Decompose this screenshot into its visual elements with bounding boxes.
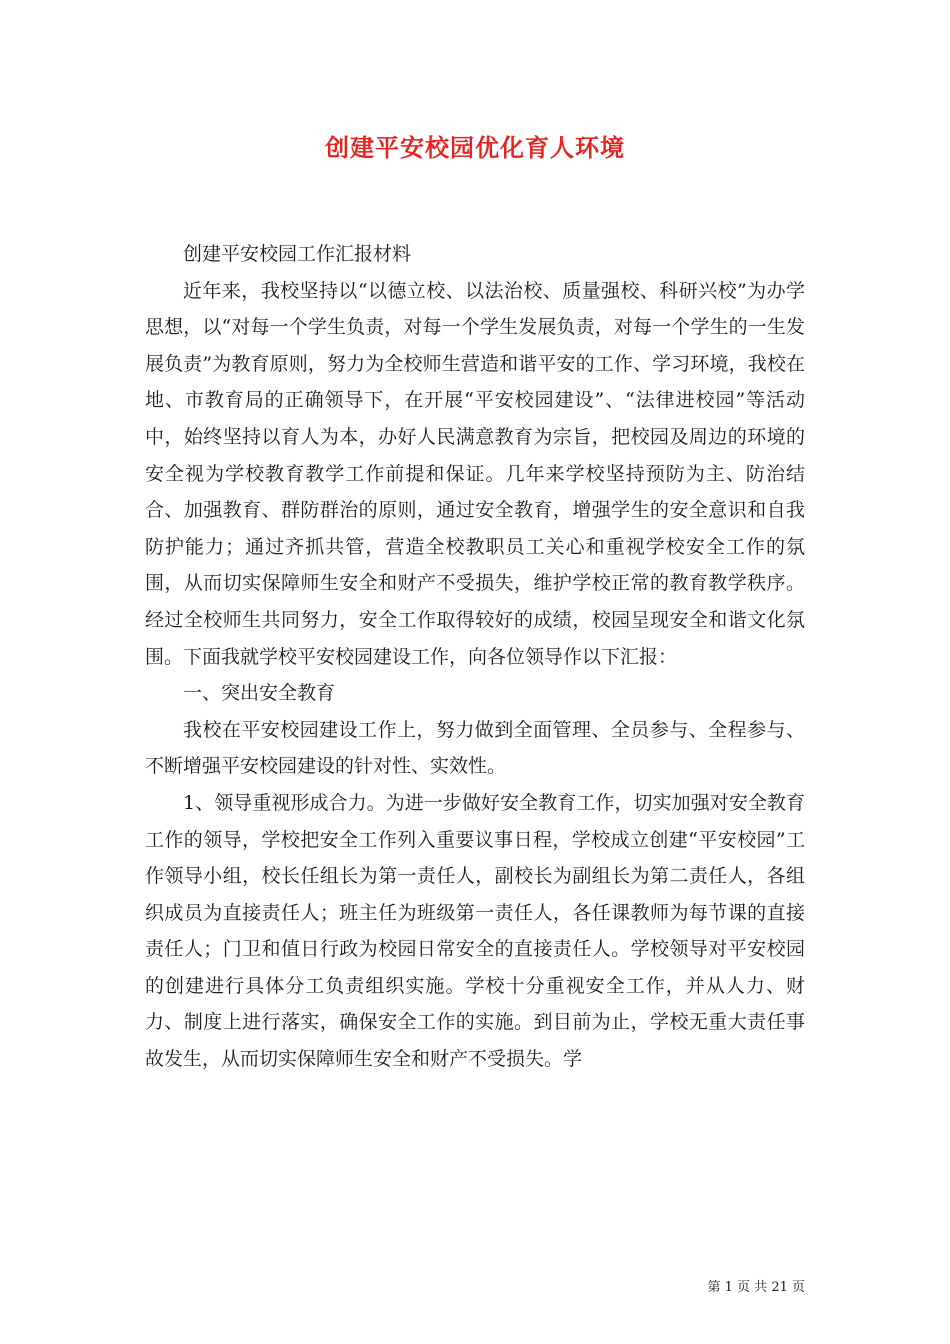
paragraph-item-1: 1、领导重视形成合力。为进一步做好安全教育工作，切实加强对安全教育工作的领导，学校把安全工作列入重要议事日程，学校成立创建“平安校园”工作领导小组，校长任组长为第一责任人，副校长为副组长为第二责任人，各组织成员为直接责任人；班主任为班级第一责任人，各任课教师为每节课的直接责任人；门卫和值日行政为校园日常安全的直接责任人。学校领导对平安校园的创建进行具体分工负责组织实施。学校十分重视安全工作，并从人力、财力、制度上进行落实，确保安全工作的实施。到目前为止，学校无重大责任事故发生，从而切实保障师生安全和财产不受损失。学	[145, 791, 805, 1071]
paragraph-subtitle: 创建平安校园工作汇报材料	[183, 243, 412, 265]
paragraph-section-intro: 我校在平安校园建设工作上，努力做到全面管理、全员参与、全程参与、不断增强平安校园建设的针对性、实效性。	[145, 718, 805, 778]
document-title: 创建平安校园优化育人环境	[325, 133, 625, 162]
document-body	[145, 236, 805, 1078]
section-heading: 一、突出安全教育	[183, 682, 336, 705]
page-number-footer: 第 1 页 共 21 页	[707, 1280, 805, 1295]
paragraph-intro: 近年来，我校坚持以“以德立校、以法治校、质量强校、科研兴校”为办学思想，以“对每一个学生负责，对每一个学生发展负责，对每一个学生的一生发展负责”为教育原则，努力为全校师生营造和谐平安的工作、学习环境，我校在地、市教育局的正确领导下，在开展“平安校园建设”、“法律进校园”等活动中，始终坚持以育人为本，办好人民满意教育为宗旨，把校园及周边的环境的安全视为学校教育教学工作前提和保证。几年来学校坚持预防为主、防治结合、加强教育、群防群治的原则，通过安全教育，增强学生的安全意识和自我防护能力；通过齐抓共管，营造全校教职员工关心和重视学校安全工作的氛围，从而切实保障师生安全和财产不受损失，维护学校正常的教育教学秩序。经过全校师生共同努力，安全工作取得较好的成绩，校园呈现安全和谐文化氛围。下面我就学校平安校园建设工作，向各位领导作以下汇报：	[145, 279, 805, 668]
